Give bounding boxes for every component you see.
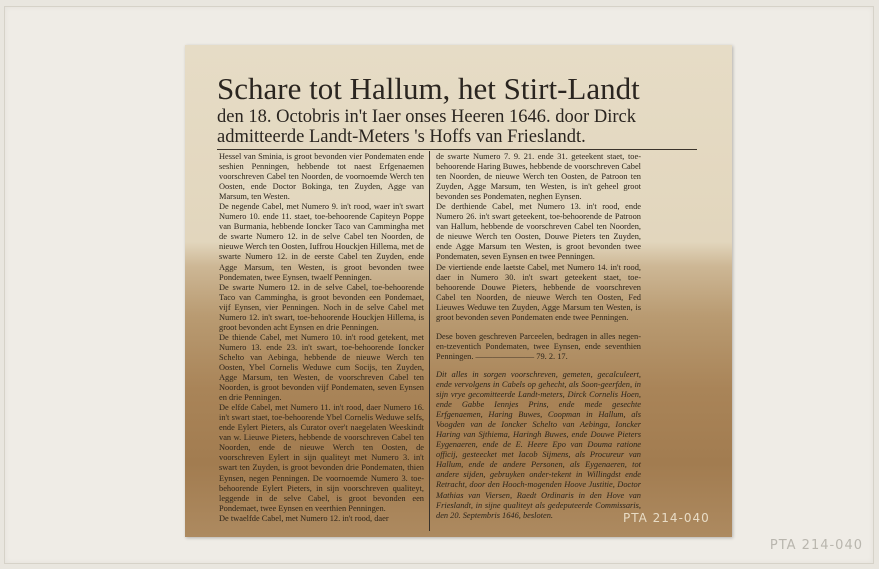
attestation-paragraph: Dit alles in sorgen voorschreven, gemeten, gecalculeert, ende vervolgens in Cabels op gehecht, als Soon-geerfden, in sijn vrye gecomitteerde Landt-meters, Dirck Cornelis Hoen, ende Gabbe Iennjes Prins, ende mede gesechte Erfgenaemen, Haring Buwes, Coopman in Hallum, als Voogden van de Ioncker Schelto van Aebinga, Ioncker Haring van Sjthiema, Haringh Buwes, ende Douwe Pieters Eygenaeren, ende de E. Heere Epo van Douma ratione officij, gesteecket met Iacob Sijmens, als Procureur van Hallum, ende de andere Personen, als Eygenaeren, tot andere sijden, gebruyken onder-tekent in Willingdst ende Retracht, door den Hooch-mogenden Hoove Justitie, Doctor Mathias van Viersen, Raedt Ordinaris in den Hove van Frieslandt, in sijne qualiteyt als gedeputeerde Commissaris, den 20. Septembris 1646, besloten. <box>436 369 641 520</box>
document-subtitle: den 18. Octobris in't Iaer onses Heeren 1646. door Dirck admitteerde Landt-Meters 's Hoffs van Frieslandt. <box>217 107 636 147</box>
paragraph: De twaelfde Cabel, met Numero 12. in't rood, daer <box>219 513 389 523</box>
paragraph: De negende Cabel, met Numero 9. in't rood, waer in't swart Numero 10. ende 11. staet, toe-behoorende Capiteyn Poppe van Burmania, hebbende Ioncker Taco van Cammingha met de swarte Numero 12. in de selve Cabel ten Noorden, de nieuwe Werch ten Oosten, Iuffrou Houckjen Hillema, met de swarte Numero 12. in de eerste Cabel ten Zuyden, ende Agge Marsum, ten Westen, is groot bevonden twee Pondematen, twee Eynsen, twaelf Penningen. <box>219 202 424 282</box>
paragraph: De swarte Numero 12. in de selve Cabel, toe-behoorende Taco van Cammingha, is groot bevonden een Pondemaet, vijf Eynsen, vier Penningen. Noch in de selve Cabel met Numero 12. in't swart, toe-behoorende Houckjen Hillema, is groot bevonden acht Eynsen en drie Penningen. <box>219 282 424 332</box>
sheet-inventory-mark: PTA 214-040 <box>623 511 710 525</box>
paragraph: De elfde Cabel, met Numero 11. in't rood, daer Numero 16. in't swart staet, toe-behoorende Ybel Cornelis Weduwe selfs, ende Eylert Pieters, als Curator over't naegelaten Weeskindt van w. Lieuwe Pieters, hebbende de voorschreven Cabel ten Noorden, ende de nieuwe Werch ten Oosten, de voorschreven Eylert in sijn qualiteyt met Numero 3. in't swart ten Zuyden, is groot bevonden drie Pondematen, thien Eynsen, negen Penningen. De voornoemde Numero 3. toe-behoorende Eylert Pieters, in sijn voorschreven qualiteyt, leggende in de selve Cabel, is groot bevonden een Pondemaet, twee Eynsen en veerthien Penningen. <box>219 403 424 513</box>
paragraph: De thiende Cabel, met Numero 10. in't rood getekent, met Numero 13. ende 23. in't swart, toe-behoorende Ioncker Schelto van Aebinga, hebbende de nieuwe Werch ten Oosten, Ybel Cornelis Weduwe cum Socijs, ten Zuyden, Agge Marsum, ten Westen, de voorschreven Cabel ten Noorden, is groot bevonden vijf Pondematen, seven Eynsen en drie Penningen. <box>219 332 424 403</box>
document-sheet <box>185 45 732 537</box>
mount-inventory-mark: PTA 214-040 <box>769 538 863 553</box>
archive-mount <box>4 6 874 564</box>
paragraph: Hessel van Sminia, is groot bevonden vier Pondematen ende seshien Penningen, hebbende tot naest Erfgenaemen voorschreven Cabel ten Noorden, de voornoemde Werch ten Oosten, ende Doctor Bokinga, ten Zuyden, Agge van Marsum, ten Westen. <box>219 152 424 202</box>
title-divider <box>217 149 697 150</box>
paragraph: De derthiende Cabel, met Numero 13. in't rood, ende Numero 26. in't swart geteekent, toe-behoorende de Patroon van Hallum, hebbende de voorschreven Cabel ten Noorden, de nieuwe Werch ten Oosten, Douwe Pieters ten Zuyden, ende Agge Marsum ten Westen, is groot bevonden twee Pondematen, seven Eynsen en twee Penningen. <box>436 202 641 262</box>
left-column <box>219 152 424 524</box>
right-column <box>436 152 641 521</box>
summary-paragraph: Dese boven geschreven Parceelen, bedragen in alles negen-en-tzeventich Pondematen, twee Eynsen, ende seventhien Penningen. ——————— 79. 2. 17. <box>436 331 641 361</box>
paragraph: De viertiende ende laetste Cabel, met Numero 14. in't rood, daer in Numero 30. in't swart geteekent staet, toe-behoorende Douwe Pieters, hebbende de voorschreven Cabel ten Noorden, de nieuwe Werch ten Oosten, Fed Lieuwes Weduwe ten Zuyden, Agge Marsum ten Westen, is groot bevonden seven Pondematen ende twee Penningen. <box>436 262 641 322</box>
column-divider <box>429 151 430 531</box>
paragraph: de swarte Numero 7. 9. 21. ende 31. geteekent staet, toe-behoorende Haring Buwes, hebbende de voorschreven Cabel ten Noorden, de nieuwe Werch ten Oosten, de Patroon ten Zuyden, Agge Marsum, ten Westen, is in't geheel groot bevonden ses Pondematen, neghen Eynsen. <box>436 152 641 202</box>
document-title: Schare tot Hallum, het Stirt-Landt <box>217 71 640 106</box>
